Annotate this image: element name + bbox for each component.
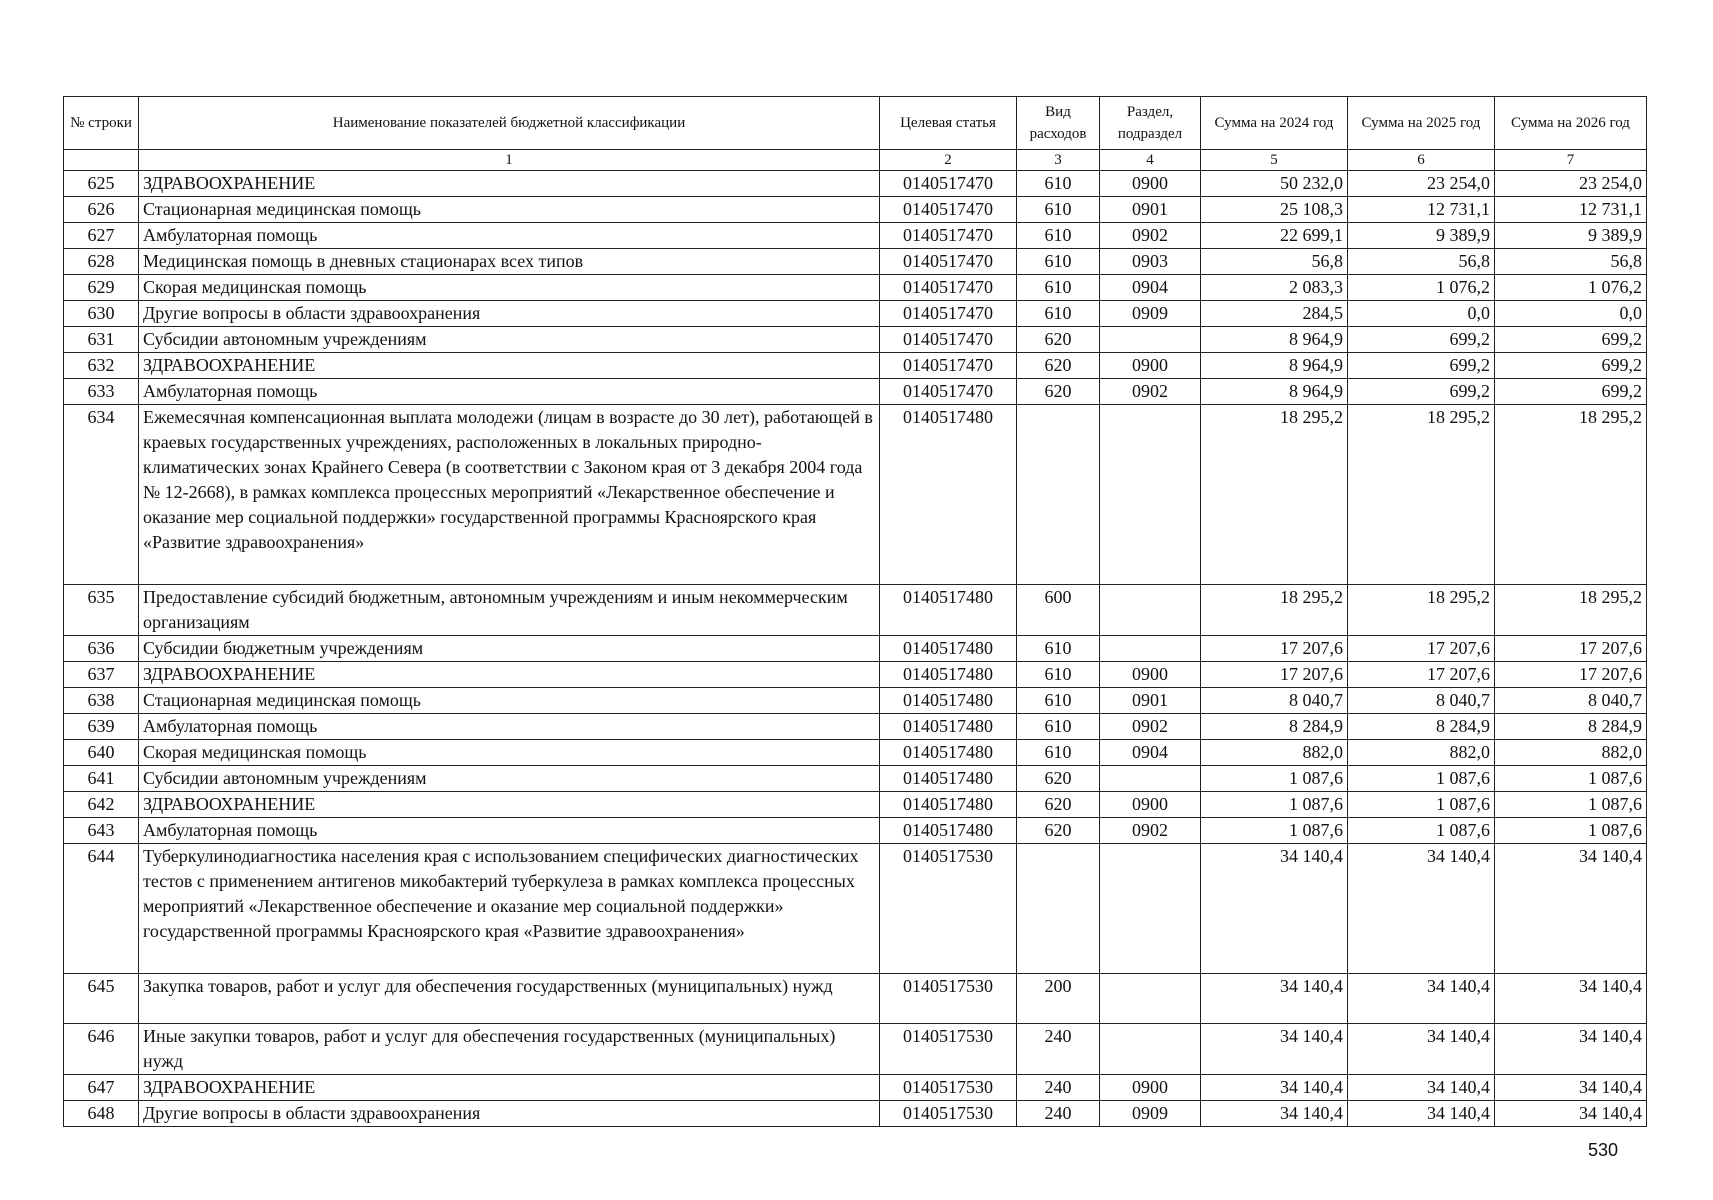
section-cell: 0904 — [1100, 275, 1201, 301]
target-article-cell: 0140517470 — [880, 379, 1017, 405]
target-article-cell: 0140517470 — [880, 301, 1017, 327]
indicator-name-cell: Иные закупки товаров, работ и услуг для обеспечения государственных (муниципальных) нужд — [139, 1024, 880, 1075]
row-number-cell: 625 — [64, 171, 139, 197]
sum-2026-cell: 18 295,2 — [1495, 405, 1647, 585]
expense-type-cell: 620 — [1017, 792, 1100, 818]
expense-type-cell: 610 — [1017, 662, 1100, 688]
sum-2025-cell: 1 076,2 — [1348, 275, 1495, 301]
column-number — [64, 150, 139, 171]
expense-type-cell: 620 — [1017, 327, 1100, 353]
indicator-name-cell: ЗДРАВООХРАНЕНИЕ — [139, 662, 880, 688]
table-row — [64, 1024, 1647, 1075]
indicator-name-cell: Медицинская помощь в дневных стационарах всех типов — [139, 249, 880, 275]
header-indicator-name: Наименование показателей бюджетной классификации — [139, 97, 880, 150]
sum-2026-cell: 699,2 — [1495, 327, 1647, 353]
table-row — [64, 197, 1647, 223]
row-number-cell: 638 — [64, 688, 139, 714]
target-article-cell: 0140517470 — [880, 353, 1017, 379]
column-number: 6 — [1348, 150, 1495, 171]
sum-2024-cell: 882,0 — [1201, 740, 1348, 766]
column-number: 3 — [1017, 150, 1100, 171]
header-sum-2026: Сумма на 2026 год — [1495, 97, 1647, 150]
sum-2026-cell: 882,0 — [1495, 740, 1647, 766]
column-number: 1 — [139, 150, 880, 171]
table-row — [64, 714, 1647, 740]
page-number: 530 — [1588, 1140, 1619, 1160]
table-row — [64, 275, 1647, 301]
row-number-cell: 636 — [64, 636, 139, 662]
sum-2025-cell: 0,0 — [1348, 301, 1495, 327]
table-row — [64, 249, 1647, 275]
table-row — [64, 1101, 1647, 1127]
column-number: 2 — [880, 150, 1017, 171]
indicator-name-cell: ЗДРАВООХРАНЕНИЕ — [139, 792, 880, 818]
table-row — [64, 974, 1647, 1024]
sum-2026-cell: 34 140,4 — [1495, 1075, 1647, 1101]
expense-type-cell: 610 — [1017, 714, 1100, 740]
sum-2024-cell: 25 108,3 — [1201, 197, 1348, 223]
section-cell — [1100, 1024, 1201, 1075]
table-row — [64, 223, 1647, 249]
section-cell: 0900 — [1100, 171, 1201, 197]
header-row — [64, 97, 1647, 150]
sum-2026-cell: 1 087,6 — [1495, 792, 1647, 818]
indicator-name-cell: Скорая медицинская помощь — [139, 740, 880, 766]
expense-type-cell: 610 — [1017, 171, 1100, 197]
sum-2026-cell: 34 140,4 — [1495, 974, 1647, 1024]
sum-2026-cell: 699,2 — [1495, 353, 1647, 379]
expense-type-cell: 620 — [1017, 379, 1100, 405]
table-row — [64, 740, 1647, 766]
sum-2025-cell: 699,2 — [1348, 327, 1495, 353]
sum-2025-cell: 699,2 — [1348, 353, 1495, 379]
sum-2026-cell: 8 284,9 — [1495, 714, 1647, 740]
sum-2024-cell: 8 964,9 — [1201, 353, 1348, 379]
sum-2026-cell: 1 087,6 — [1495, 818, 1647, 844]
expense-type-cell — [1017, 844, 1100, 974]
sum-2026-cell: 12 731,1 — [1495, 197, 1647, 223]
expense-type-cell: 240 — [1017, 1075, 1100, 1101]
budget-table — [63, 96, 1647, 1127]
row-number-cell: 644 — [64, 844, 139, 974]
indicator-name-cell: Амбулаторная помощь — [139, 818, 880, 844]
row-number-cell: 629 — [64, 275, 139, 301]
sum-2024-cell: 18 295,2 — [1201, 405, 1348, 585]
row-number-cell: 637 — [64, 662, 139, 688]
header-section: Раздел, подраздел — [1100, 97, 1201, 150]
column-number: 4 — [1100, 150, 1201, 171]
target-article-cell: 0140517530 — [880, 1075, 1017, 1101]
indicator-name-cell: ЗДРАВООХРАНЕНИЕ — [139, 171, 880, 197]
section-cell: 0902 — [1100, 818, 1201, 844]
expense-type-cell: 610 — [1017, 301, 1100, 327]
sum-2024-cell: 34 140,4 — [1201, 1101, 1348, 1127]
expense-type-cell — [1017, 405, 1100, 585]
expense-type-cell: 240 — [1017, 1024, 1100, 1075]
sum-2024-cell: 8 040,7 — [1201, 688, 1348, 714]
section-cell: 0900 — [1100, 662, 1201, 688]
expense-type-cell: 610 — [1017, 249, 1100, 275]
expense-type-cell: 610 — [1017, 688, 1100, 714]
sum-2025-cell: 18 295,2 — [1348, 585, 1495, 636]
sum-2026-cell: 34 140,4 — [1495, 1024, 1647, 1075]
indicator-name-cell: Предоставление субсидий бюджетным, автономным учреждениям и иным некоммерческим организациям — [139, 585, 880, 636]
sum-2025-cell: 1 087,6 — [1348, 766, 1495, 792]
table-row — [64, 636, 1647, 662]
sum-2026-cell: 699,2 — [1495, 379, 1647, 405]
target-article-cell: 0140517470 — [880, 327, 1017, 353]
table-row — [64, 844, 1647, 974]
row-number-cell: 645 — [64, 974, 139, 1024]
header-target-article: Целевая статья — [880, 97, 1017, 150]
sum-2024-cell: 1 087,6 — [1201, 792, 1348, 818]
sum-2025-cell: 1 087,6 — [1348, 792, 1495, 818]
target-article-cell: 0140517530 — [880, 844, 1017, 974]
table-row — [64, 792, 1647, 818]
column-number-row — [64, 150, 1647, 171]
row-number-cell: 634 — [64, 405, 139, 585]
section-cell: 0904 — [1100, 740, 1201, 766]
table-row — [64, 688, 1647, 714]
table-row — [64, 171, 1647, 197]
indicator-name-cell: Стационарная медицинская помощь — [139, 197, 880, 223]
row-number-cell: 642 — [64, 792, 139, 818]
sum-2025-cell: 56,8 — [1348, 249, 1495, 275]
indicator-name-cell: Амбулаторная помощь — [139, 223, 880, 249]
row-number-cell: 632 — [64, 353, 139, 379]
column-number: 7 — [1495, 150, 1647, 171]
sum-2026-cell: 17 207,6 — [1495, 662, 1647, 688]
row-number-cell: 630 — [64, 301, 139, 327]
indicator-name-cell: Скорая медицинская помощь — [139, 275, 880, 301]
section-cell: 0902 — [1100, 714, 1201, 740]
sum-2024-cell: 2 083,3 — [1201, 275, 1348, 301]
sum-2026-cell: 1 087,6 — [1495, 766, 1647, 792]
sum-2025-cell: 8 040,7 — [1348, 688, 1495, 714]
section-cell: 0900 — [1100, 792, 1201, 818]
section-cell — [1100, 766, 1201, 792]
header-sum-2024: Сумма на 2024 год — [1201, 97, 1348, 150]
expense-type-cell: 620 — [1017, 766, 1100, 792]
sum-2024-cell: 56,8 — [1201, 249, 1348, 275]
row-number-cell: 646 — [64, 1024, 139, 1075]
indicator-name-cell: Амбулаторная помощь — [139, 379, 880, 405]
table-row — [64, 662, 1647, 688]
expense-type-cell: 240 — [1017, 1101, 1100, 1127]
sum-2025-cell: 17 207,6 — [1348, 636, 1495, 662]
expense-type-cell: 610 — [1017, 197, 1100, 223]
sum-2025-cell: 882,0 — [1348, 740, 1495, 766]
expense-type-cell: 610 — [1017, 275, 1100, 301]
sum-2025-cell: 17 207,6 — [1348, 662, 1495, 688]
row-number-cell: 627 — [64, 223, 139, 249]
sum-2024-cell: 22 699,1 — [1201, 223, 1348, 249]
sum-2025-cell: 12 731,1 — [1348, 197, 1495, 223]
sum-2024-cell: 17 207,6 — [1201, 636, 1348, 662]
sum-2024-cell: 34 140,4 — [1201, 1024, 1348, 1075]
row-number-cell: 641 — [64, 766, 139, 792]
sum-2025-cell: 9 389,9 — [1348, 223, 1495, 249]
expense-type-cell: 610 — [1017, 223, 1100, 249]
target-article-cell: 0140517470 — [880, 197, 1017, 223]
indicator-name-cell: Ежемесячная компенсационная выплата молодежи (лицам в возрасте до 30 лет), работающей в краевых государственных учреждениях, расположенных в локальных природно-климатических зонах Крайнего Севера (в соответствии с Законом края от 3 декабря 2004 года № 12-2668), в рамках комплекса процессных мероприятий «Лекарственное обеспечение и оказание мер социальной поддержки» государственной программы Красноярского края «Развитие здравоохранения» — [139, 405, 880, 585]
row-number-cell: 633 — [64, 379, 139, 405]
sum-2026-cell: 17 207,6 — [1495, 636, 1647, 662]
sum-2024-cell: 8 284,9 — [1201, 714, 1348, 740]
target-article-cell: 0140517470 — [880, 171, 1017, 197]
indicator-name-cell: Закупка товаров, работ и услуг для обеспечения государственных (муниципальных) нужд — [139, 974, 880, 1024]
target-article-cell: 0140517530 — [880, 1024, 1017, 1075]
target-article-cell: 0140517530 — [880, 974, 1017, 1024]
target-article-cell: 0140517480 — [880, 740, 1017, 766]
sum-2026-cell: 56,8 — [1495, 249, 1647, 275]
section-cell: 0909 — [1100, 301, 1201, 327]
sum-2026-cell: 1 076,2 — [1495, 275, 1647, 301]
sum-2025-cell: 34 140,4 — [1348, 1024, 1495, 1075]
sum-2026-cell: 34 140,4 — [1495, 1101, 1647, 1127]
table-row — [64, 379, 1647, 405]
section-cell: 0900 — [1100, 1075, 1201, 1101]
sum-2025-cell: 34 140,4 — [1348, 1101, 1495, 1127]
sum-2024-cell: 1 087,6 — [1201, 766, 1348, 792]
indicator-name-cell: Субсидии автономным учреждениям — [139, 766, 880, 792]
sum-2025-cell: 8 284,9 — [1348, 714, 1495, 740]
target-article-cell: 0140517480 — [880, 714, 1017, 740]
table-row — [64, 585, 1647, 636]
sum-2025-cell: 18 295,2 — [1348, 405, 1495, 585]
sum-2026-cell: 18 295,2 — [1495, 585, 1647, 636]
sum-2026-cell: 34 140,4 — [1495, 844, 1647, 974]
section-cell — [1100, 636, 1201, 662]
table-row — [64, 301, 1647, 327]
sum-2026-cell: 23 254,0 — [1495, 171, 1647, 197]
header-expense-type: Вид расходов — [1017, 97, 1100, 150]
section-cell — [1100, 585, 1201, 636]
section-cell — [1100, 844, 1201, 974]
indicator-name-cell: Субсидии автономным учреждениям — [139, 327, 880, 353]
target-article-cell: 0140517470 — [880, 249, 1017, 275]
row-number-cell: 635 — [64, 585, 139, 636]
target-article-cell: 0140517480 — [880, 662, 1017, 688]
row-number-cell: 648 — [64, 1101, 139, 1127]
expense-type-cell: 600 — [1017, 585, 1100, 636]
sum-2026-cell: 0,0 — [1495, 301, 1647, 327]
target-article-cell: 0140517480 — [880, 585, 1017, 636]
sum-2025-cell: 699,2 — [1348, 379, 1495, 405]
section-cell: 0900 — [1100, 353, 1201, 379]
section-cell: 0903 — [1100, 249, 1201, 275]
indicator-name-cell: Другие вопросы в области здравоохранения — [139, 301, 880, 327]
section-cell: 0902 — [1100, 223, 1201, 249]
row-number-cell: 631 — [64, 327, 139, 353]
target-article-cell: 0140517480 — [880, 818, 1017, 844]
expense-type-cell: 620 — [1017, 353, 1100, 379]
table-row — [64, 405, 1647, 585]
indicator-name-cell: Амбулаторная помощь — [139, 714, 880, 740]
header-row-number: № строки — [64, 97, 139, 150]
target-article-cell: 0140517470 — [880, 275, 1017, 301]
row-number-cell: 639 — [64, 714, 139, 740]
expense-type-cell: 610 — [1017, 636, 1100, 662]
target-article-cell: 0140517470 — [880, 223, 1017, 249]
row-number-cell: 628 — [64, 249, 139, 275]
sum-2025-cell: 34 140,4 — [1348, 844, 1495, 974]
target-article-cell: 0140517480 — [880, 766, 1017, 792]
section-cell: 0902 — [1100, 379, 1201, 405]
indicator-name-cell: Туберкулинодиагностика населения края с использованием специфических диагностических тестов с применением антигенов микобактерий туберкулеза в рамках комплекса процессных мероприятий «Лекарственное обеспечение и оказание мер социальной поддержки» государственной программы Красноярского края «Развитие здравоохранения» — [139, 844, 880, 974]
sum-2024-cell: 50 232,0 — [1201, 171, 1348, 197]
sum-2025-cell: 34 140,4 — [1348, 1075, 1495, 1101]
sum-2025-cell: 34 140,4 — [1348, 974, 1495, 1024]
indicator-name-cell: Субсидии бюджетным учреждениям — [139, 636, 880, 662]
indicator-name-cell: Стационарная медицинская помощь — [139, 688, 880, 714]
indicator-name-cell: Другие вопросы в области здравоохранения — [139, 1101, 880, 1127]
sum-2025-cell: 23 254,0 — [1348, 171, 1495, 197]
table-body — [64, 171, 1647, 1127]
expense-type-cell: 620 — [1017, 818, 1100, 844]
sum-2026-cell: 8 040,7 — [1495, 688, 1647, 714]
section-cell: 0909 — [1100, 1101, 1201, 1127]
target-article-cell: 0140517480 — [880, 405, 1017, 585]
row-number-cell: 647 — [64, 1075, 139, 1101]
sum-2024-cell: 17 207,6 — [1201, 662, 1348, 688]
column-number: 5 — [1201, 150, 1348, 171]
sum-2024-cell: 8 964,9 — [1201, 379, 1348, 405]
table-row — [64, 766, 1647, 792]
table-row — [64, 818, 1647, 844]
section-cell — [1100, 327, 1201, 353]
section-cell: 0901 — [1100, 688, 1201, 714]
target-article-cell: 0140517530 — [880, 1101, 1017, 1127]
section-cell: 0901 — [1100, 197, 1201, 223]
sum-2024-cell: 8 964,9 — [1201, 327, 1348, 353]
indicator-name-cell: ЗДРАВООХРАНЕНИЕ — [139, 1075, 880, 1101]
sum-2024-cell: 1 087,6 — [1201, 818, 1348, 844]
sum-2024-cell: 34 140,4 — [1201, 1075, 1348, 1101]
table-row — [64, 1075, 1647, 1101]
sum-2024-cell: 34 140,4 — [1201, 844, 1348, 974]
sum-2026-cell: 9 389,9 — [1495, 223, 1647, 249]
table-row — [64, 327, 1647, 353]
row-number-cell: 643 — [64, 818, 139, 844]
row-number-cell: 640 — [64, 740, 139, 766]
sum-2025-cell: 1 087,6 — [1348, 818, 1495, 844]
table-row — [64, 353, 1647, 379]
header-sum-2025: Сумма на 2025 год — [1348, 97, 1495, 150]
sum-2024-cell: 34 140,4 — [1201, 974, 1348, 1024]
target-article-cell: 0140517480 — [880, 636, 1017, 662]
sum-2024-cell: 284,5 — [1201, 301, 1348, 327]
target-article-cell: 0140517480 — [880, 688, 1017, 714]
indicator-name-cell: ЗДРАВООХРАНЕНИЕ — [139, 353, 880, 379]
row-number-cell: 626 — [64, 197, 139, 223]
sum-2024-cell: 18 295,2 — [1201, 585, 1348, 636]
expense-type-cell: 610 — [1017, 740, 1100, 766]
expense-type-cell: 200 — [1017, 974, 1100, 1024]
section-cell — [1100, 974, 1201, 1024]
target-article-cell: 0140517480 — [880, 792, 1017, 818]
section-cell — [1100, 405, 1201, 585]
